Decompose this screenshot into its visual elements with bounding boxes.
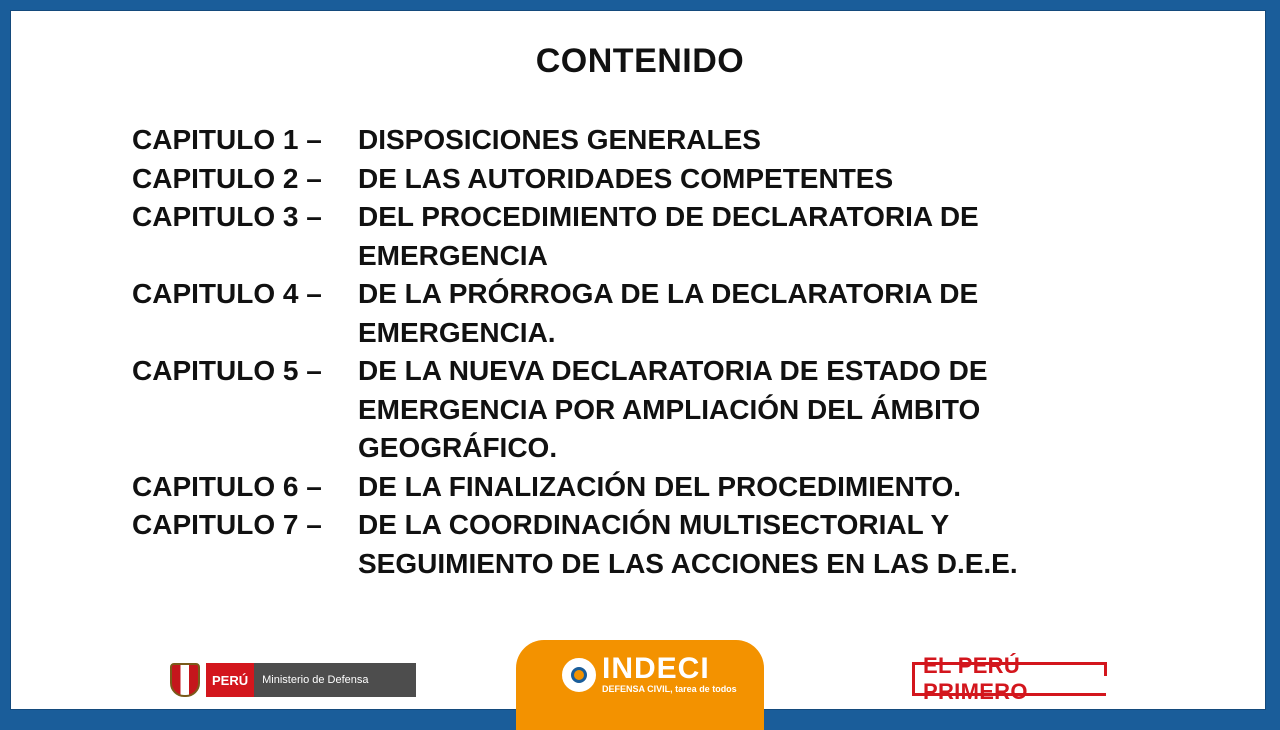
chapter-title-line: DE LA NUEVA DECLARATORIA DE ESTADO DE: [358, 355, 988, 386]
chapter-title-line: EMERGENCIA POR AMPLIACIÓN DEL ÁMBITO: [358, 393, 981, 425]
chapter-item: [132, 160, 1132, 199]
chapter-title: [358, 468, 1132, 507]
chapter-item: [132, 506, 1132, 583]
chapter-title-line: DE LA COORDINACIÓN MULTISECTORIAL Y: [358, 509, 950, 540]
indeci-logo: [562, 654, 737, 695]
chapter-title: [358, 121, 1132, 160]
chapter-title-line: DISPOSICIONES GENERALES: [358, 124, 761, 155]
chapter-title: [358, 275, 1132, 352]
chapter-label: CAPITULO 7 –: [132, 509, 322, 540]
chapter-title: [358, 160, 1132, 199]
chapter-title-line: DEL PROCEDIMIENTO DE DECLARATORIA DE: [358, 201, 979, 232]
chapter-title: [358, 506, 1132, 583]
chapter-item: [132, 468, 1132, 507]
chapter-item: [132, 198, 1132, 275]
chapter-label: CAPITULO 5 –: [132, 355, 322, 386]
chapter-title-line: DE LA PRÓRROGA DE LA DECLARATORIA DE: [358, 278, 979, 309]
page-title: CONTENIDO: [535, 42, 745, 80]
chapter-item: [132, 352, 1132, 468]
chapter-title-line: EMERGENCIA.: [358, 316, 556, 348]
slogan-logo: EL PERÚ PRIMERO: [912, 662, 1106, 696]
indeci-name: INDECI: [602, 652, 710, 685]
indeci-tagline: DEFENSA CIVIL, tarea de todos: [602, 684, 737, 694]
peru-label: PERÚ: [206, 663, 254, 697]
coat-of-arms-icon: [170, 663, 200, 697]
chapter-label: CAPITULO 6 –: [132, 470, 322, 502]
chapter-title-line: EMERGENCIA: [358, 239, 548, 271]
indeci-emblem-icon: [562, 658, 596, 692]
chapter-item: [132, 121, 1132, 160]
chapter-label: CAPITULO 1 –: [132, 124, 322, 155]
chapter-title-line: SEGUIMIENTO DE LAS ACCIONES EN LAS D.E.E.: [358, 547, 1018, 579]
table-of-contents: [132, 121, 1132, 583]
chapter-title-line: DE LAS AUTORIDADES COMPETENTES: [358, 162, 894, 194]
chapter-label: CAPITULO 2 –: [132, 162, 322, 194]
chapter-title-line: DE LA FINALIZACIÓN DEL PROCEDIMIENTO.: [358, 470, 962, 502]
chapter-label: CAPITULO 4 –: [132, 278, 322, 309]
chapter-title: [358, 352, 1132, 468]
ministry-label: Ministerio de Defensa: [254, 663, 416, 697]
chapter-label: CAPITULO 3 –: [132, 201, 322, 232]
chapter-title: [358, 198, 1132, 275]
chapter-item: [132, 275, 1132, 352]
chapter-title-line: GEOGRÁFICO.: [358, 432, 558, 463]
ministry-logo: [170, 661, 416, 699]
